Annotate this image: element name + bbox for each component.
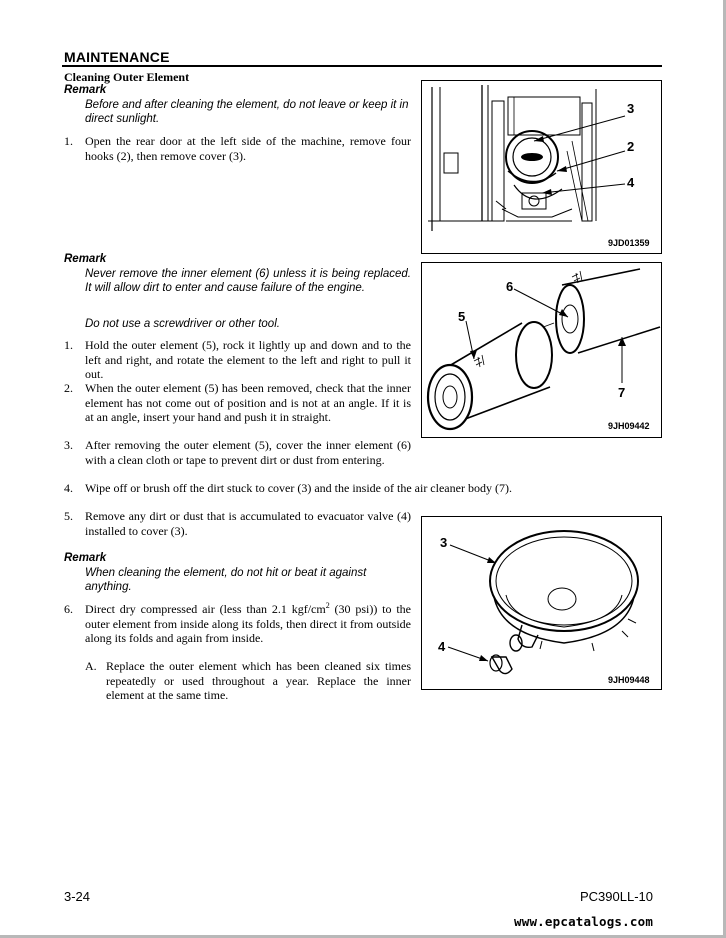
step-number: 4. bbox=[64, 481, 73, 495]
figure-outer-element-drawing bbox=[422, 263, 661, 437]
remark-text: Never remove the inner element (6) unless it is being replaced. It will allow dirt to enter and cause failure of the engine. bbox=[85, 268, 411, 294]
figure-outer-element bbox=[421, 262, 662, 438]
figure-code: 9JH09448 bbox=[608, 675, 650, 685]
figure-rear-door bbox=[421, 80, 662, 254]
figure-cover bbox=[421, 516, 662, 690]
step-number: 3. bbox=[64, 438, 73, 452]
step-number: 1. bbox=[64, 338, 73, 352]
substep-text: Replace the outer element which has been cleaned six times repeatedly or used throughout a year. Replace the inner element at the same time. bbox=[106, 659, 411, 702]
step-text: Hold the outer element (5), rock it lightly up and down and to the left and right, and rotate the element to the left and right to pull it out. bbox=[85, 338, 411, 381]
callout-6: 6 bbox=[506, 279, 514, 294]
subheading: Cleaning Outer Element bbox=[64, 70, 190, 84]
remark-text: When cleaning the element, do not hit or beat it against anything. bbox=[85, 567, 367, 593]
section-title: MAINTENANCE bbox=[64, 49, 170, 65]
step-text bbox=[85, 602, 411, 646]
step-text-part: (30 psi)) to the outer element from inside along its folds, then direct it from outside along its folds and again from inside. bbox=[85, 602, 411, 645]
step-text: When the outer element (5) has been removed, check that the inner element has not come out of position and is not at an angle. If it is at an angle, insert your hand and push it in straight. bbox=[85, 381, 411, 424]
remark-text: Do not use a screwdriver or other tool. bbox=[85, 318, 280, 330]
remark-label: Remark bbox=[64, 552, 107, 564]
remark-text: Before and after cleaning the element, do not leave or keep it in direct sunlight. bbox=[85, 99, 409, 125]
figure-cover-drawing bbox=[422, 517, 661, 689]
figure-rear-door-drawing bbox=[422, 81, 661, 253]
callout-2: 2 bbox=[627, 139, 635, 154]
callout-3: 3 bbox=[440, 535, 448, 550]
step-text: After removing the outer element (5), cover the inner element (6) with a clean cloth or tape to prevent dirt or dust from entering. bbox=[85, 438, 411, 467]
step-number: 1. bbox=[64, 134, 73, 148]
step-text: Wipe off or brush off the dirt stuck to cover (3) and the inside of the air cleaner body (7). bbox=[85, 481, 512, 495]
callout-4: 4 bbox=[627, 175, 635, 190]
step-text-part: Direct dry compressed air (less than 2.1 kgf/cm bbox=[85, 602, 326, 616]
figure-code: 9JD01359 bbox=[608, 238, 650, 248]
callout-3: 3 bbox=[627, 101, 635, 116]
watermark: www.epcatalogs.com bbox=[514, 914, 654, 929]
figure-code: 9JH09442 bbox=[608, 421, 650, 431]
callout-4: 4 bbox=[438, 639, 446, 654]
callout-7: 7 bbox=[618, 385, 626, 400]
remark-label: Remark bbox=[64, 253, 107, 265]
step-number: 2. bbox=[64, 381, 73, 395]
step-number: 6. bbox=[64, 602, 73, 616]
step-text: Remove any dirt or dust that is accumulated to evacuator valve (4) installed to cover (3). bbox=[85, 509, 411, 538]
callout-5: 5 bbox=[458, 309, 466, 324]
title-rule bbox=[62, 65, 662, 67]
page-number: 3-24 bbox=[64, 889, 91, 904]
remark-label: Remark bbox=[64, 84, 107, 96]
superscript: 2 bbox=[325, 601, 330, 610]
step-number: 5. bbox=[64, 509, 73, 523]
substep-letter: A. bbox=[85, 659, 97, 673]
model-number: PC390LL-10 bbox=[580, 889, 653, 904]
step-text: Open the rear door at the left side of the machine, remove four hooks (2), then remove cover (3). bbox=[85, 134, 411, 163]
